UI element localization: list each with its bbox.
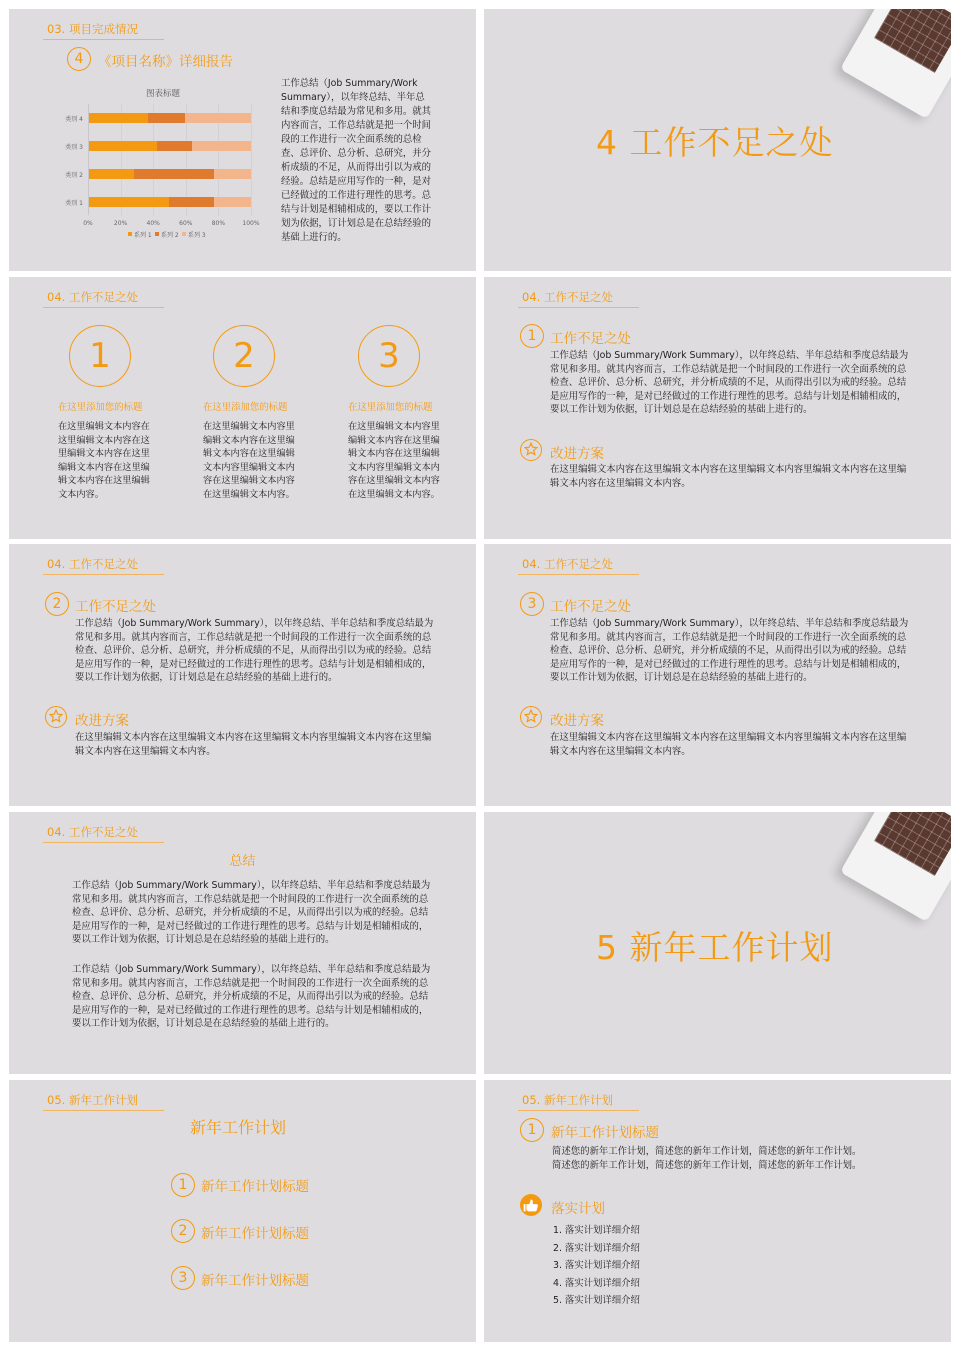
deficit-paragraph: 工作总结（Job Summary/Work Summary），以年终总结、半年总结和季度总结最为常见和多用。就其内容而言，工作总结就是把一个时间段的工作进行一次全面系统的总检查、总评价、总分析、总研究，并分析成绩的不足，从而得出引以为戒的经验。总结是应用写作的一种，是对已经做过的工作进行理性的思考。总结与计划是相辅相成的，要以工作计划为依据，订计划总是在总结经验的基础上进行的。 xyxy=(550,618,909,684)
laptop-image xyxy=(840,9,951,121)
legend-label: 系列 2 xyxy=(161,232,179,239)
number-circle-3: 3 xyxy=(171,1266,195,1290)
deficit-heading: 工作不足之处 xyxy=(550,331,631,347)
x-tick-label: 40% xyxy=(146,220,160,227)
deficit-heading: 工作不足之处 xyxy=(550,599,631,615)
section-label: 04. 工作不足之处 xyxy=(47,825,138,839)
report-heading: 《项目名称》详细报告 xyxy=(98,54,233,70)
slide-project-report xyxy=(9,9,476,271)
column-text-2: 在这里编辑文本内容里编辑文本内容在这里编辑文本内容在这里编辑文本内容里编辑文本内容在这里编辑文本内容在这里编辑文本内容。 xyxy=(203,421,295,500)
slide-deficit-1 xyxy=(484,277,951,539)
number-circle: 1 xyxy=(520,324,544,348)
x-tick-label: 100% xyxy=(242,220,260,227)
column-text-1: 在这里编辑文本内容在这里编辑文本内容在这里编辑文本内容在这里编辑文本内容在这里编辑文本内容在这里编辑文本内容。 xyxy=(58,421,150,500)
legend-label: 系列 1 xyxy=(134,232,152,239)
number-circle-2: 2 xyxy=(213,325,275,387)
plan-item-3: 新年工作计划标题 xyxy=(201,1273,309,1289)
slide-deficit-3 xyxy=(484,544,951,806)
list-item: 2. 落实计划详细介绍 xyxy=(553,1242,640,1254)
thumbs-up-icon xyxy=(520,1194,542,1216)
improve-text: 在这里编辑文本内容在这里编辑文本内容在这里编辑文本内容里编辑文本内容在这里编辑文本内容在这里编辑文本内容。 xyxy=(550,732,907,757)
improve-heading: 改进方案 xyxy=(550,446,604,462)
slide-section-5-title xyxy=(484,812,951,1074)
slide-new-year-plan-detail xyxy=(484,1080,951,1342)
implement-list xyxy=(553,1222,640,1310)
number-circle-3: 3 xyxy=(358,325,420,387)
summary-paragraph-1: 工作总结（Job Summary/Work Summary），以年终总结、半年总结和季度总结最为常见和多用。就其内容而言，工作总结就是把一个时间段的工作进行一次全面系统的总检查、总评价、总分析、总研究，并分析成绩的不足，从而得出引以为戒的经验。总结是应用写作的一种，是对已经做过的工作进行理性的思考。总结与计划是相辅相成的，要以工作计划为依据，订计划总是在总结经验的基础上进行的。 xyxy=(72,880,431,946)
x-tick-label: 60% xyxy=(179,220,193,227)
number-circle: 4 xyxy=(67,47,91,71)
column-text-3: 在这里编辑文本内容里编辑文本内容在这里编辑文本内容在这里编辑文本内容里编辑文本内容在这里编辑文本内容在这里编辑文本内容。 xyxy=(348,421,440,500)
slide-summary xyxy=(9,812,476,1074)
deficit-heading: 工作不足之处 xyxy=(75,599,156,615)
report-paragraph: 工作总结（Job Summary/Work Summary），以年终总结、半年总结和季度总结最为常见和多用。就其内容而言，工作总结就是把一个时间段的工作进行一次全面系统的总检查、总评价、总分析、总研究，并分析成绩的不足，从而得出引以为戒的经验。总结是应用写作的一种，是对已经做过的工作进行理性的思考。总结与计划是相辅相成的，要以工作计划为依据，订计划总是在总结经验的基础上进行的。 xyxy=(281,78,432,243)
section-label: 05. 新年工作计划 xyxy=(47,1093,138,1107)
x-tick-label: 80% xyxy=(211,220,226,227)
column-title-1: 在这里添加您的标题 xyxy=(58,402,143,413)
x-tick-label: 20% xyxy=(113,220,128,227)
plan-title: 新年工作计划标题 xyxy=(551,1125,659,1141)
slide-three-columns xyxy=(9,277,476,539)
star-icon xyxy=(45,706,67,728)
section-label: 04. 工作不足之处 xyxy=(522,557,613,571)
summary-paragraph-2: 工作总结（Job Summary/Work Summary），以年终总结、半年总结和季度总结最为常见和多用。就其内容而言，工作总结就是把一个时间段的工作进行一次全面系统的总检查、总评价、总分析、总研究，并分析成绩的不足，从而得出引以为戒的经验。总结是应用写作的一种，是对已经做过的工作进行理性的思考。总结与计划是相辅相成的，要以工作计划为依据，订计划总是在总结经验的基础上进行的。 xyxy=(72,964,431,1030)
improve-text: 在这里编辑文本内容在这里编辑文本内容在这里编辑文本内容里编辑文本内容在这里编辑文本内容在这里编辑文本内容。 xyxy=(550,464,907,489)
chart-title: 图表标题 xyxy=(146,89,181,99)
slide-deficit-2 xyxy=(9,544,476,806)
plan-item-1: 新年工作计划标题 xyxy=(201,1179,309,1195)
section-label: 03. 项目完成情况 xyxy=(47,22,138,36)
number-circle: 3 xyxy=(520,592,544,616)
summary-heading: 总结 xyxy=(229,854,256,869)
list-item: 1. 落实计划详细介绍 xyxy=(553,1225,640,1236)
plan-desc-2: 简述您的新年工作计划，简述您的新年工作计划，简述您的新年工作计划。 xyxy=(552,1160,862,1171)
section-title: 5 新年工作计划 xyxy=(596,928,834,967)
section-label: 04. 工作不足之处 xyxy=(522,290,613,304)
slide-section-4-title xyxy=(484,9,951,271)
category-label: 类别 4 xyxy=(65,116,83,123)
number-circle: 2 xyxy=(45,592,69,616)
number-circle-1: 1 xyxy=(171,1173,195,1197)
implement-heading: 落实计划 xyxy=(551,1201,605,1217)
list-item: 3. 落实计划详细介绍 xyxy=(553,1260,640,1271)
legend-swatch xyxy=(155,232,159,236)
x-tick-label: 0% xyxy=(83,220,93,227)
category-label: 类别 2 xyxy=(65,172,83,179)
number-circle-1: 1 xyxy=(69,325,131,387)
legend-swatch xyxy=(182,232,186,236)
plan-item-2: 新年工作计划标题 xyxy=(201,1226,309,1242)
legend-swatch xyxy=(128,232,132,236)
column-title-3: 在这里添加您的标题 xyxy=(348,402,433,413)
section-title: 4 工作不足之处 xyxy=(596,123,834,162)
list-item: 4. 落实计划详细介绍 xyxy=(553,1277,640,1289)
section-label: 04. 工作不足之处 xyxy=(47,290,138,304)
plan-desc-1: 简述您的新年工作计划，简述您的新年工作计划，简述您的新年工作计划。 xyxy=(552,1146,862,1157)
plan-heading: 新年工作计划 xyxy=(190,1118,287,1137)
star-icon xyxy=(520,706,542,728)
column-title-2: 在这里添加您的标题 xyxy=(203,402,288,413)
improve-heading: 改进方案 xyxy=(75,713,129,729)
category-label: 类别 3 xyxy=(65,144,83,151)
category-label: 类别 1 xyxy=(65,200,83,207)
number-circle: 1 xyxy=(520,1118,544,1142)
slide-new-year-plan-list xyxy=(9,1080,476,1342)
chart-plot xyxy=(88,104,251,214)
gridline xyxy=(251,104,252,216)
improve-text: 在这里编辑文本内容在这里编辑文本内容在这里编辑文本内容里编辑文本内容在这里编辑文本内容在这里编辑文本内容。 xyxy=(75,732,432,757)
star-icon xyxy=(520,439,542,461)
section-label: 05. 新年工作计划 xyxy=(522,1093,613,1107)
legend-label: 系列 3 xyxy=(188,232,206,239)
laptop-image xyxy=(840,812,951,924)
list-item: 5. 落实计划详细介绍 xyxy=(553,1295,640,1306)
improve-heading: 改进方案 xyxy=(550,713,604,729)
section-label: 04. 工作不足之处 xyxy=(47,557,138,571)
number-circle-2: 2 xyxy=(171,1219,195,1243)
deficit-paragraph: 工作总结（Job Summary/Work Summary），以年终总结、半年总结和季度总结最为常见和多用。就其内容而言，工作总结就是把一个时间段的工作进行一次全面系统的总检查、总评价、总分析、总研究，并分析成绩的不足，从而得出引以为戒的经验。总结是应用写作的一种，是对已经做过的工作进行理性的思考。总结与计划是相辅相成的，要以工作计划为依据，订计划总是在总结经验的基础上进行的。 xyxy=(75,618,434,684)
deficit-paragraph: 工作总结（Job Summary/Work Summary），以年终总结、半年总结和季度总结最为常见和多用。就其内容而言，工作总结就是把一个时间段的工作进行一次全面系统的总检查、总评价、总分析、总研究，并分析成绩的不足，从而得出引以为戒的经验。总结是应用写作的一种，是对已经做过的工作进行理性的思考。总结与计划是相辅相成的，要以工作计划为依据，订计划总是在总结经验的基础上进行的。 xyxy=(550,350,909,416)
